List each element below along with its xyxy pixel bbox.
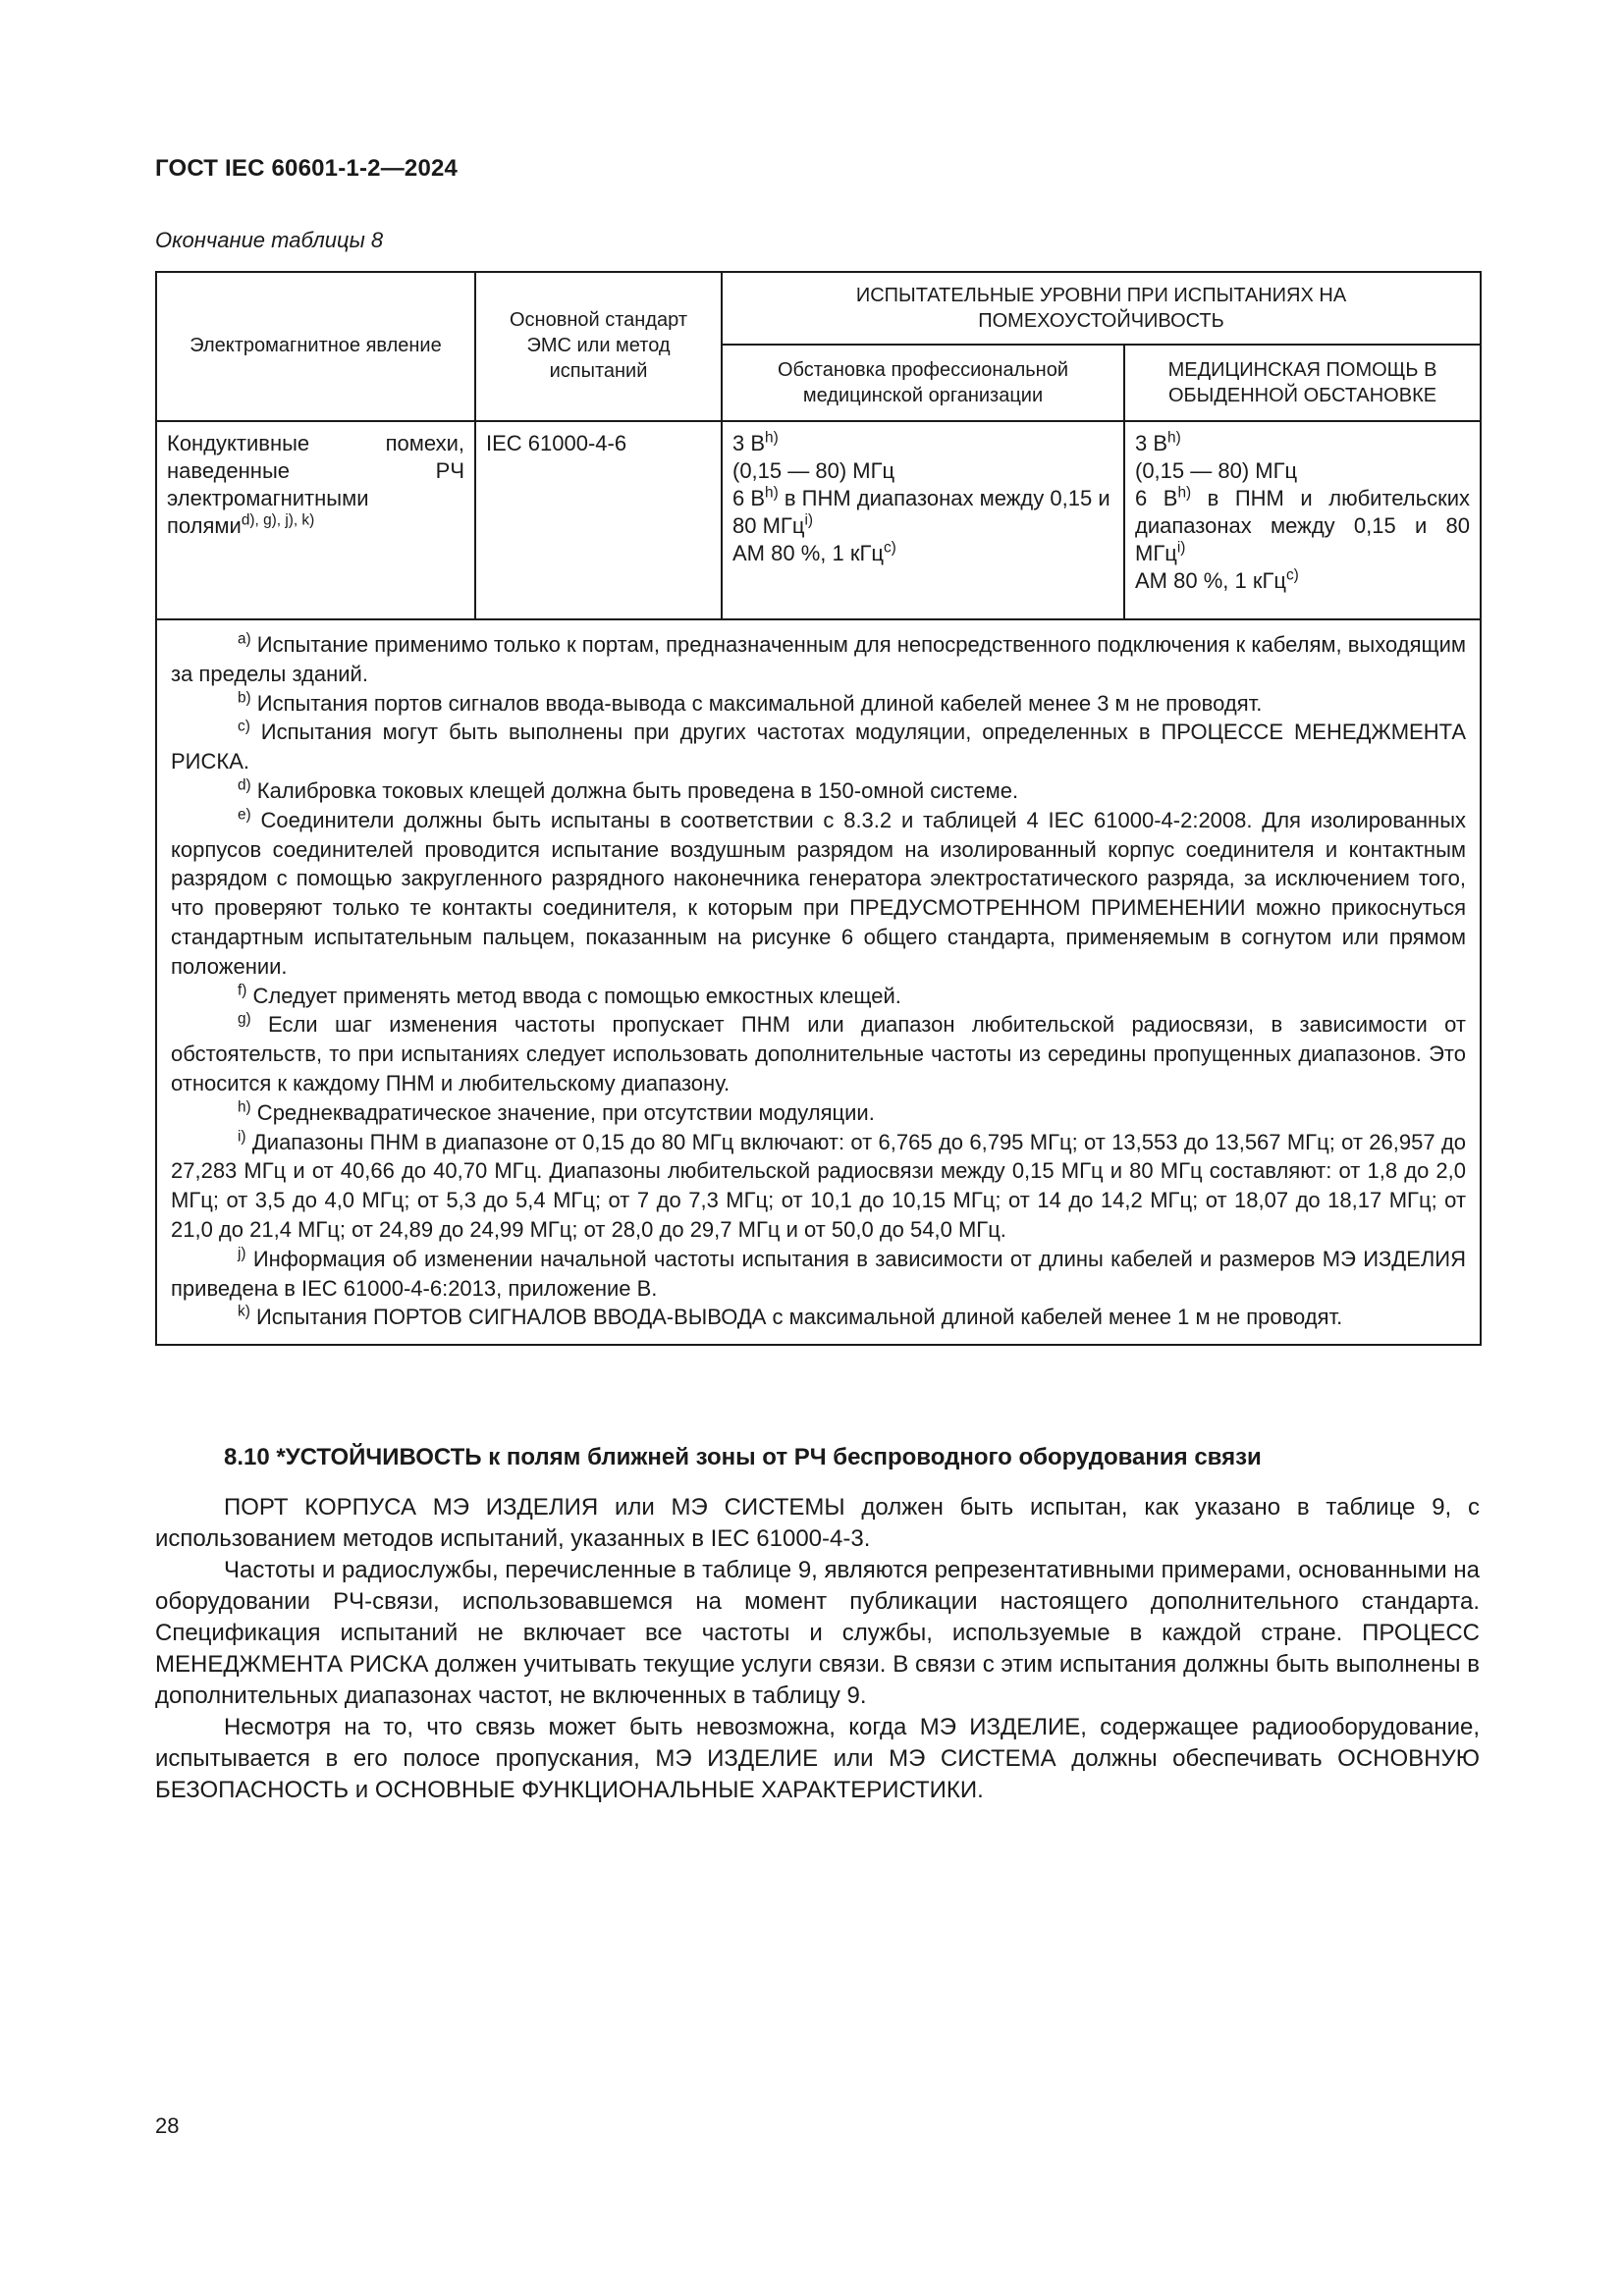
document-title: ГОСТ IEC 60601-1-2—2024	[155, 155, 459, 182]
note-f: $^{f)}$ Следует применять метод ввода с помощью емкостных клещей.	[238, 982, 901, 1008]
header-test-levels	[722, 272, 1481, 345]
table-caption: Окончание таблицы 8	[155, 228, 384, 252]
header-phenomenon-text: Электромагнитное явление	[189, 335, 442, 356]
note-k: $^{k)}$ Испытания ПОРТОВ СИГНАЛОВ ВВОДА-ВЫВОДА с максимальной длиной кабелей менее 1 м не проводят.	[238, 1304, 1343, 1330]
phenomenon-text: Кондуктивные помехи, наведенные РЧ электромагнитными полями	[167, 431, 464, 538]
note-j: $^{j)}$ Информация об изменении начальной частоты испытания в зависимости от длины кабелей и размеров МЭ ИЗДЕЛИЯ приведена в IEC 61000-4-6:2013, приложение В.	[171, 1245, 1467, 1301]
cell-notes	[156, 619, 1481, 1345]
body-paragraph: ПОРТ КОРПУСА МЭ ИЗДЕЛИЯ или МЭ СИСТЕМЫ должен быть испытан, как указано в таблице 9, с использованием методов испытаний, указанных в IEC 61000-4-3.	[155, 1494, 1480, 1552]
cell-professional-level	[722, 421, 1124, 619]
prof-line-2: (0,15 — 80) МГц	[732, 458, 895, 483]
note-c: $^{c)}$ Испытания могут быть выполнены при других частотах модуляции, определенных в ПРОЦЕССЕ МЕНЕДЖМЕНТА РИСКА.	[171, 719, 1467, 774]
home-line-4: AM 80 %, 1 кГц$^{c)}$	[1135, 566, 1299, 593]
prof-line-3: 6 $В^{h)}$ в ПНМ диапазонах между 0,15 и 80 МГц$^{i)}$	[732, 484, 1110, 538]
page-number: 28	[155, 2113, 180, 2138]
header-home-text: МЕДИЦИНСКАЯ ПОМОЩЬ В ОБЫДЕННОЙ ОБСТАНОВКЕ	[1167, 359, 1437, 406]
header-home	[1124, 345, 1481, 421]
header-phenomenon	[156, 272, 475, 421]
header-professional	[722, 345, 1124, 421]
immunity-table	[155, 271, 1482, 1346]
cell-phenomenon	[156, 421, 475, 619]
note-e: $^{e)}$ Соединители должны быть испытаны в соответствии с 8.3.2 и таблицей 4 IEC 61000-4-2:2008. Для изолированных корпусов соединителей проводится испытание воздушным разрядом на изолированный корпус соединителя и контактным разрядом с помощью закругленного разрядного наконечника генератора электростатического разряда, за исключением того, что проверяют только те контакты соединителя, к которым при ПРЕДУСМОТРЕННОМ ПРИМЕНЕНИИ можно прикоснуться стандартным испытательным пальцем, показанным на рисунке 6 общего стандарта, применяемым в согнутом или прямом положении.	[171, 806, 1467, 979]
note-g: $^{g)}$ Если шаг изменения частоты пропускает ПНМ или диапазон любительской радиосвязи, в зависимости от обстоятельств, то при испытаниях следует использовать дополнительные частоты из середины пропущенных диапазонов. Это относится к каждому ПНМ и любительскому диапазону.	[171, 1011, 1467, 1095]
prof-line-1: 3 $В^{h)}$	[732, 429, 779, 455]
standard-text: IEC 61000-4-6	[486, 431, 627, 455]
note-b: $^{b)}$ Испытания портов сигналов ввода-вывода с максимальной длиной кабелей менее 3 м не проводят.	[238, 689, 1263, 716]
section-heading: 8.10 *УСТОЙЧИВОСТЬ к полям ближней зоны от РЧ беспроводного оборудования связи	[224, 1444, 1262, 1470]
header-professional-text: Обстановка профессиональной медицинской организации	[777, 359, 1069, 406]
home-line-1: 3 $В^{h)}$	[1135, 429, 1181, 455]
header-basic-standard-text: Основной стандарт ЭМС или метод испытаний	[510, 309, 687, 382]
prof-line-4: AM 80 %, 1 кГц$^{c)}$	[732, 539, 896, 565]
header-test-levels-text: ИСПЫТАТЕЛЬНЫЕ УРОВНИ ПРИ ИСПЫТАНИЯХ НА ПОМЕХОУСТОЙЧИВОСТЬ	[855, 285, 1347, 332]
section-body	[155, 1492, 1480, 1806]
body-paragraph: Частоты и радиослужбы, перечисленные в таблице 9, являются репрезентативными примерами, основанными на оборудовании РЧ-связи, использовавшемся на момент публикации настоящего дополнительного стандарта. Спецификация испытаний не включает все частоты и службы, используемые в каждой стране. ПРОЦЕСС МЕНЕДЖМЕНТА РИСКА должен учитывать текущие услуги связи. В связи с этим испытания должны быть выполнены в дополнительных диапазонах частот, не включенных в таблицу 9.	[155, 1557, 1480, 1709]
note-a: $^{a)}$ Испытание применимо только к портам, предназначенным для непосредственного подключения к кабелям, выходящим за пределы зданий.	[171, 630, 1467, 686]
cell-home-level	[1124, 421, 1481, 619]
note-d: $^{d)}$ Калибровка токовых клещей должна быть проведена в 150-омной системе.	[238, 776, 1019, 803]
body-paragraph: Несмотря на то, что связь может быть невозможна, когда МЭ ИЗДЕЛИЕ, содержащее радиооборудование, испытывается в его полосе пропускания, МЭ ИЗДЕЛИЕ или МЭ СИСТЕМА должны обеспечивать ОСНОВНУЮ БЕЗОПАСНОСТЬ и ОСНОВНЫЕ ФУНКЦИОНАЛЬНЫЕ ХАРАКТЕРИСТИКИ.	[155, 1714, 1480, 1803]
header-basic-standard	[475, 272, 722, 421]
phenomenon-refs: d), g), j), k)	[241, 511, 315, 529]
note-i: $^{i)}$ Диапазоны ПНМ в диапазоне от 0,15 до 80 МГц включают: от 6,765 до 6,795 МГц; от 13,553 до 13,567 МГц; от 26,957 до 27,283 МГц и от 40,66 до 40,70 МГц. Диапазоны любительской радиосвязи между 0,15 МГц и 80 МГц составляют: от 1,8 до 2,0 МГц; от 3,5 до 4,0 МГц; от 5,3 до 5,4 МГц; от 7 до 7,3 МГц; от 10,1 до 10,15 МГц; от 14 до 14,2 МГц; от 18,07 до 18,17 МГц; от 21,0 до 21,4 МГц; от 24,89 до 24,99 МГц; от 28,0 до 29,7 МГц и от 50,0 до 54,0 МГц.	[171, 1128, 1467, 1242]
home-line-2: (0,15 — 80) МГц	[1135, 458, 1298, 483]
home-line-3: 6 $В^{h)}$ в ПНМ и любительских диапазонах между 0,15 и 80 МГц$^{i)}$	[1135, 484, 1471, 565]
cell-standard	[475, 421, 722, 619]
note-h: $^{h)}$ Среднеквадратическое значение, при отсутствии модуляции.	[238, 1098, 875, 1125]
